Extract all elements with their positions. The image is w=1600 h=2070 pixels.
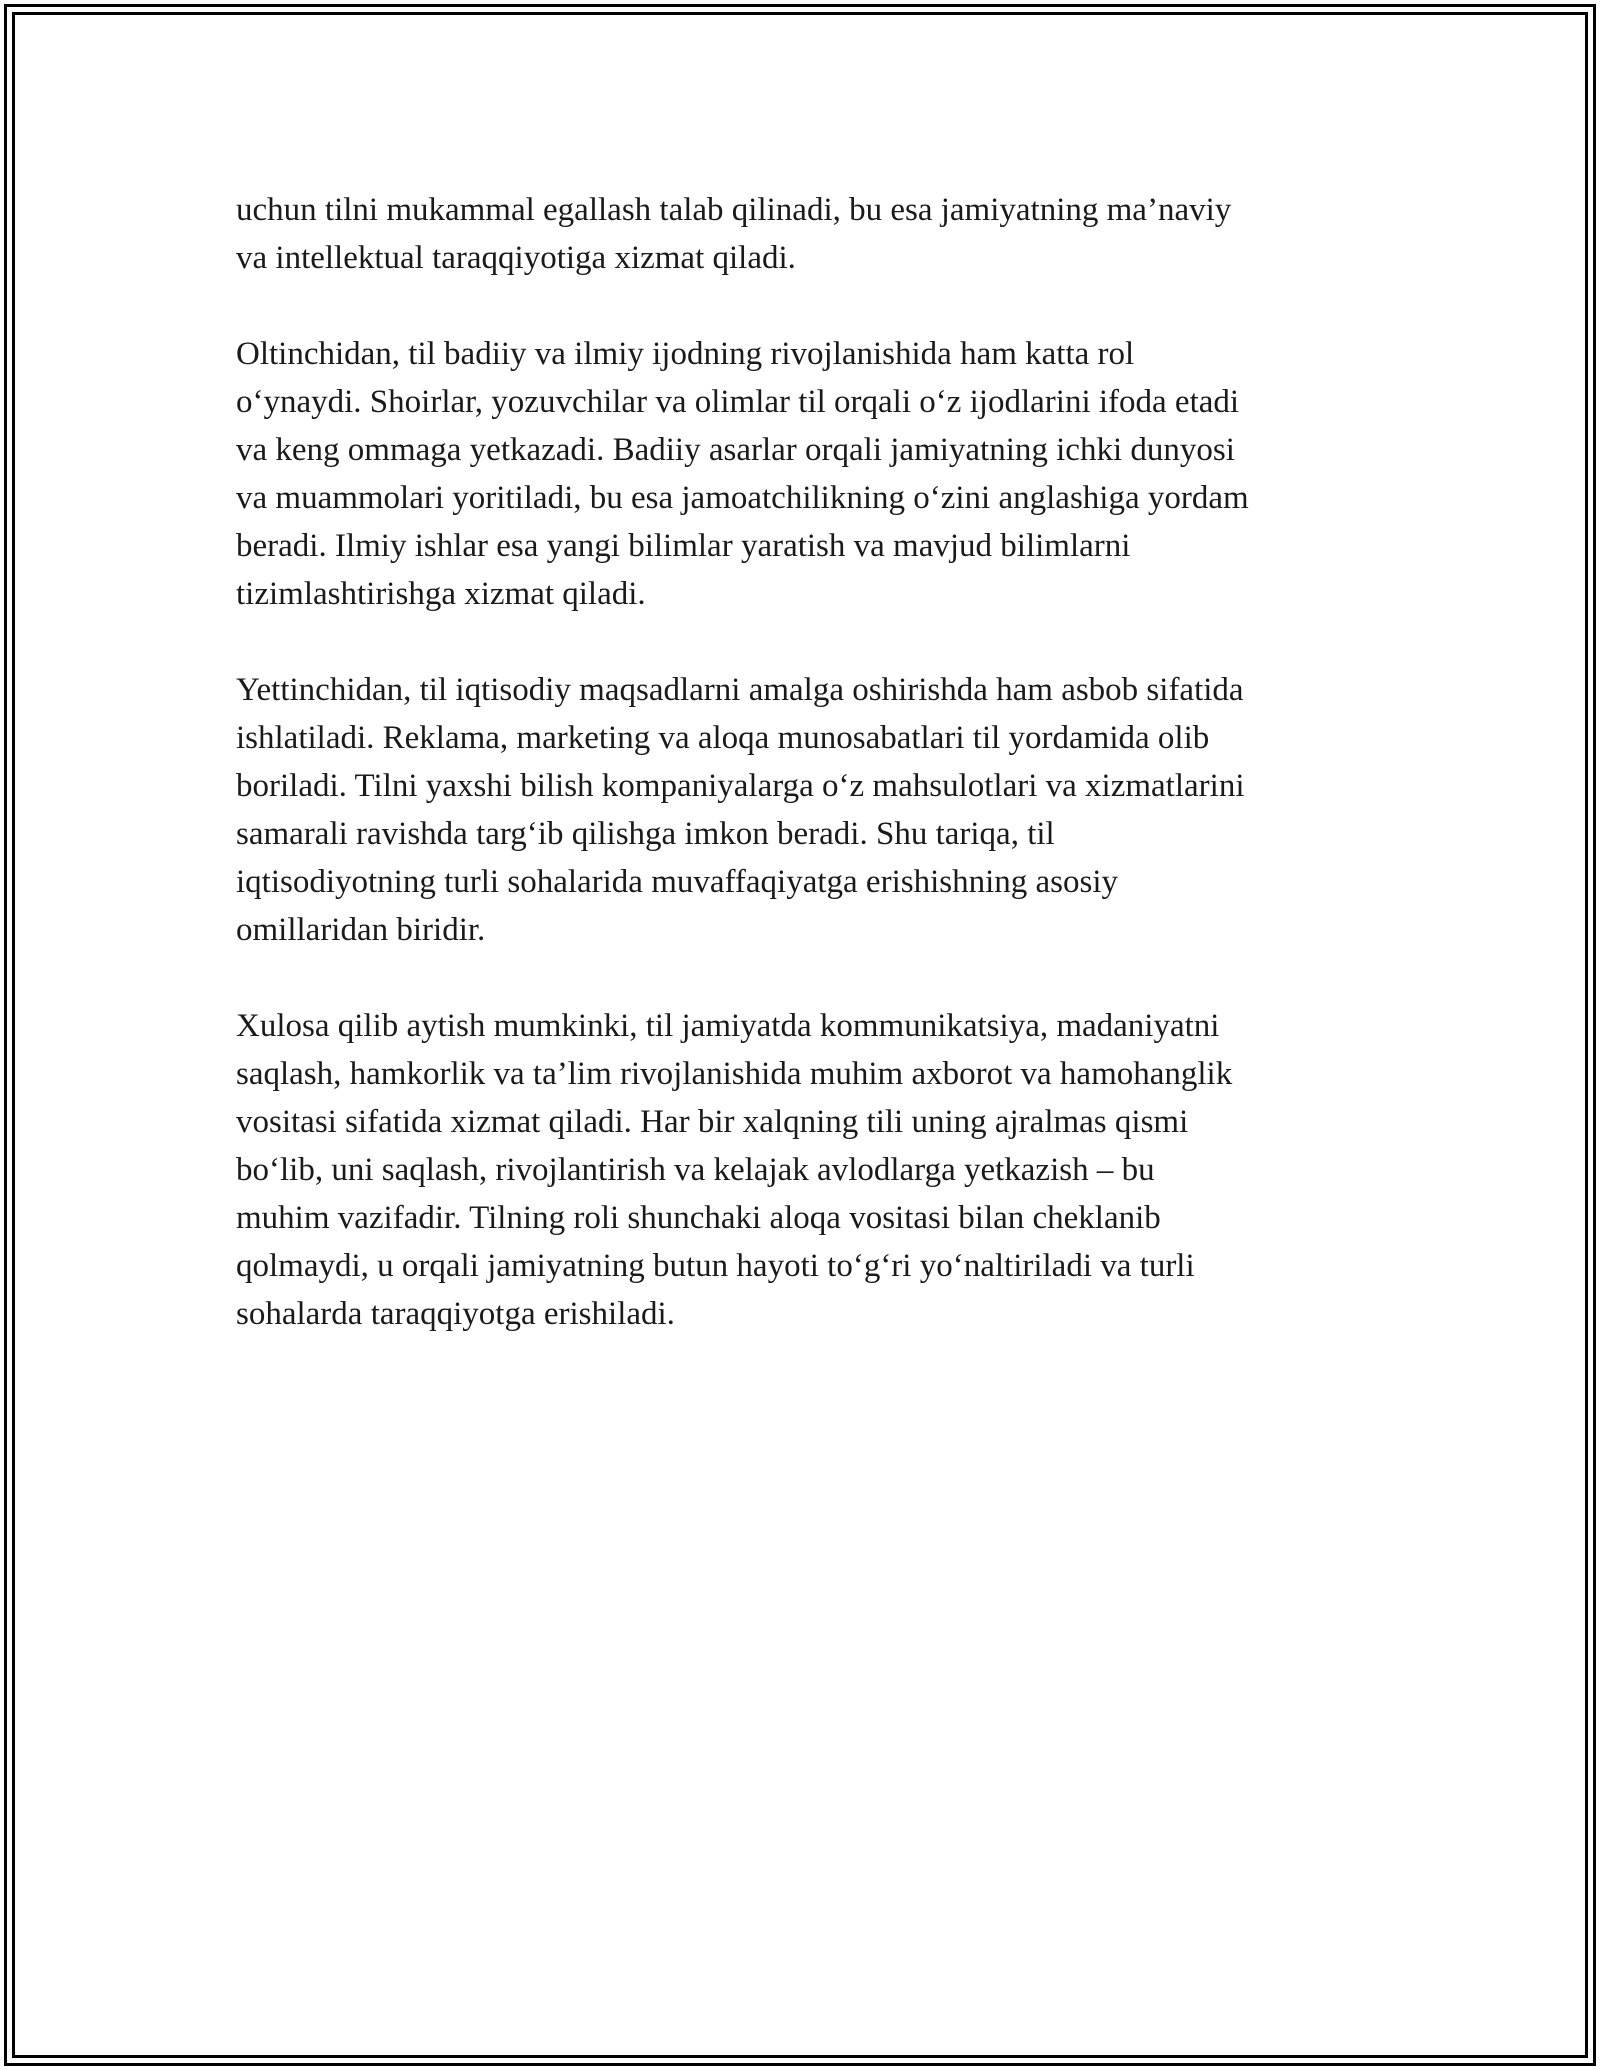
text-line: Oltinchidan, til badiiy va ilmiy ijodning rivojlanishida ham katta rol [236,336,1135,372]
text-line: Xulosa qilib aytish mumkinki, til jamiyatda kommunikatsiya, madaniyatni [236,1008,1220,1044]
text-line: o‘ynaydi. Shoirlar, yozuvchilar va olimlar til orqali o‘z ijodlarini ifoda etadi [236,384,1240,420]
paragraph-4 [236,1002,1376,1338]
text-line: muhim vazifadir. Tilning roli shunchaki aloqa vositasi bilan cheklanib [236,1200,1161,1236]
paragraph-3 [236,666,1376,954]
text-line: qolmaydi, u orqali jamiyatning butun hayoti to‘g‘ri yo‘naltiriladi va turli [236,1248,1195,1284]
text-line: beradi. Ilmiy ishlar esa yangi bilimlar yaratish va mavjud bilimlarni [236,528,1131,564]
document-body [236,186,1376,1386]
text-line: ishlatiladi. Reklama, marketing va aloqa munosabatlari til yordamida olib [236,720,1210,756]
text-line: uchun tilni mukammal egallash talab qilinadi, bu esa jamiyatning ma’naviy [236,192,1232,228]
text-line: tizimlashtirishga xizmat qiladi. [236,576,646,612]
text-line: samarali ravishda targ‘ib qilishga imkon beradi. Shu tariqa, til [236,816,1055,852]
text-line: va keng ommaga yetkazadi. Badiiy asarlar orqali jamiyatning ichki dunyosi [236,432,1235,468]
paragraph-1 [236,186,1376,282]
text-line: va intellektual taraqqiyotiga xizmat qiladi. [236,240,796,276]
paragraph-2 [236,330,1376,618]
text-line: omillaridan biridir. [236,912,486,948]
text-line: boriladi. Tilni yaxshi bilish kompaniyalarga o‘z mahsulotlari va xizmatlarini [236,768,1245,804]
text-line: Yettinchidan, til iqtisodiy maqsadlarni amalga oshirishda ham asbob sifatida [236,672,1244,708]
text-line: sohalarda taraqqiyotga erishiladi. [236,1296,675,1332]
text-line: va muammolari yoritiladi, bu esa jamoatchilikning o‘zini anglashiga yordam [236,480,1249,516]
text-line: saqlash, hamkorlik va ta’lim rivojlanishida muhim axborot va hamohanglik [236,1056,1233,1092]
text-line: vositasi sifatida xizmat qiladi. Har bir xalqning tili uning ajralmas qismi [236,1104,1189,1140]
text-line: bo‘lib, uni saqlash, rivojlantirish va kelajak avlodlarga yetkazish – bu [236,1152,1155,1188]
text-line: iqtisodiyotning turli sohalarida muvaffaqiyatga erishishning asosiy [236,864,1119,900]
